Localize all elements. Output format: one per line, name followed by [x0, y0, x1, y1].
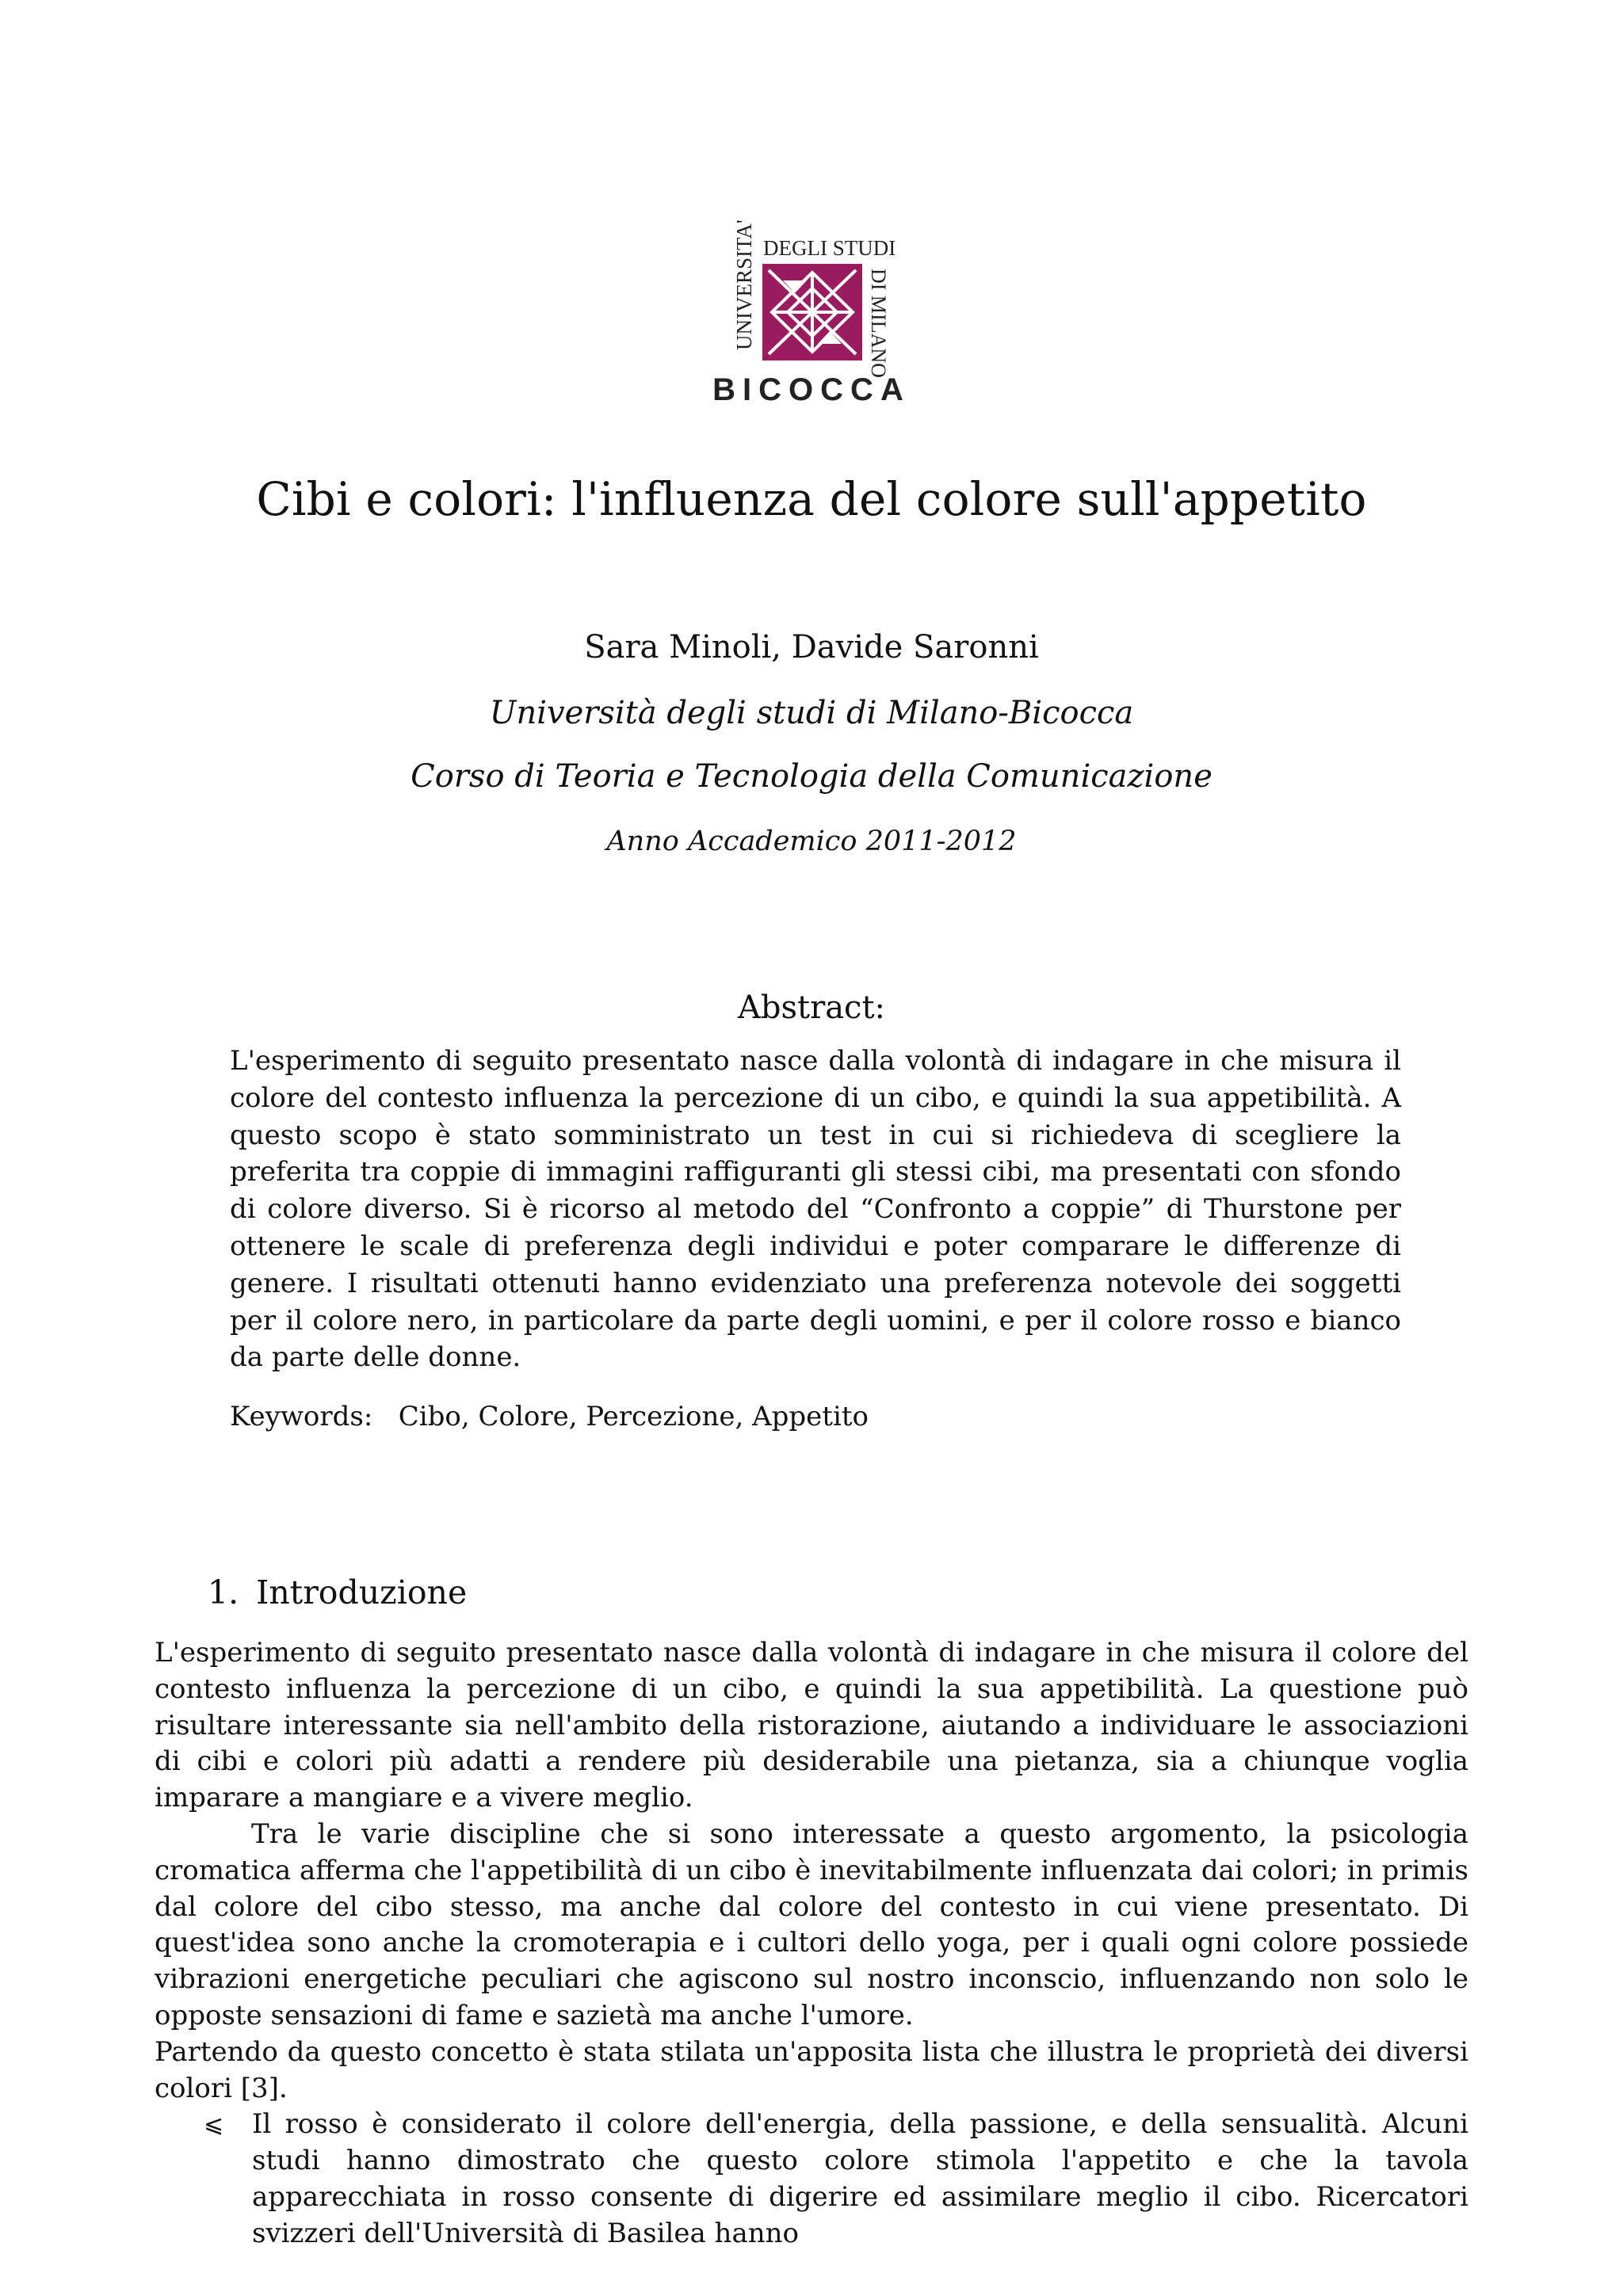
- bullet-icon: ⩽: [204, 2111, 224, 2139]
- authors: Sara Minoli, Davide Saronni: [584, 629, 1039, 666]
- intro-paragraph-3: Partendo da questo concetto è stata stilata un'apposita lista che illustra le proprietà dei diversi colori [3].: [155, 2035, 1468, 2104]
- logo-emblem: [762, 264, 862, 360]
- intro-paragraph-2: Tra le varie discipline che si sono interessate a questo argomento, la psicologia cromatica afferma che l'appetibilità di un cibo è inevitabilmente influenzata dai colori; in primis dal colore del cibo stesso, ma anche dal colore del contesto in cui viene presentato. Di quest'idea sono anche la cromoterapia e i cultori dello yoga, per i quali ogni colore possiede vibrazioni energetiche peculiari che agiscono sul nostro inconscio, influenzando non solo le opposte sensazioni di fame e sazietà ma anche l'umore.: [155, 1817, 1468, 2031]
- list-item: [155, 2107, 1468, 2252]
- logo-text-di-milano: DI MILANO: [867, 269, 890, 378]
- logo-text-degli-studi: DEGLI STUDI: [763, 236, 896, 260]
- keywords-label: Keywords:: [230, 1401, 373, 1432]
- abstract-body: L'esperimento di seguito presentato nasce dalla volontà di indagare in che misura il colore del contesto influenza la percezione di un cibo, e quindi la sua appetibilità. A questo scopo è stato somministrato un test in cui si richiedeva di scegliere la preferita tra coppie di immagini raffiguranti gli stessi cibi, ma presentati con sfondo di colore diverso. Si è ricorso al metodo del “Confronto a coppie” di Thurstone per ottenere le scale di preferenza degli individui e poter comparare le differenze di genere. I risultati ottenuti hanno evidenziato una preferenza notevole dei soggetti per il colore nero, in particolare da parte degli uomini, e per il colore rosso e bianco da parte delle donne.: [230, 1045, 1401, 1374]
- keywords-list: Cibo, Colore, Percezione, Appetito: [398, 1401, 869, 1432]
- logo-text-universita: UNIVERSITA': [732, 219, 756, 350]
- intro-paragraph-1: L'esperimento di seguito presentato nasce dalla volontà di indagare in che misura il colore del contesto influenza la percezione di un cibo, e quindi la sua appetibilità. La questione può risultare interessante sia nell'ambito della ristorazione, aiutando a individuare le associazioni di cibi e colori più adatti a rendere più desiderabile una pietanza, sia a chiunque voglia imparare a mangiare e a vivere meglio.: [155, 1637, 1468, 1814]
- affiliation-course: Corso di Teoria e Tecnologia della Comunicazione: [411, 758, 1212, 795]
- university-logo: [712, 219, 911, 407]
- section-title: Introduzione: [256, 1573, 468, 1611]
- logo-text-bicocca: BICOCCA: [712, 372, 911, 407]
- abstract-heading: Abstract:: [737, 990, 885, 1026]
- introduction-body: [155, 1635, 1468, 2252]
- keywords-line: [230, 1398, 1401, 1435]
- section-heading-introduzione: [208, 1570, 1396, 1615]
- academic-year: Anno Accademico 2011-2012: [606, 826, 1017, 857]
- affiliation-university: Università degli studi di Milano-Bicocca: [489, 695, 1134, 731]
- section-number: 1.: [208, 1573, 239, 1611]
- list-item-text: Il rosso è considerato il colore dell'energia, della passione, e della sensualità. Alcuni studi hanno dimostrato che questo colore stimola l'appetito e che la tavola apparecchiata in rosso consente di digerire ed assimilare meglio il cibo. Ricercatori svizzeri dell'Università di Basilea hanno: [252, 2108, 1468, 2249]
- paper-title: Cibi e colori: l'influenza del colore sull'appetito: [256, 472, 1367, 526]
